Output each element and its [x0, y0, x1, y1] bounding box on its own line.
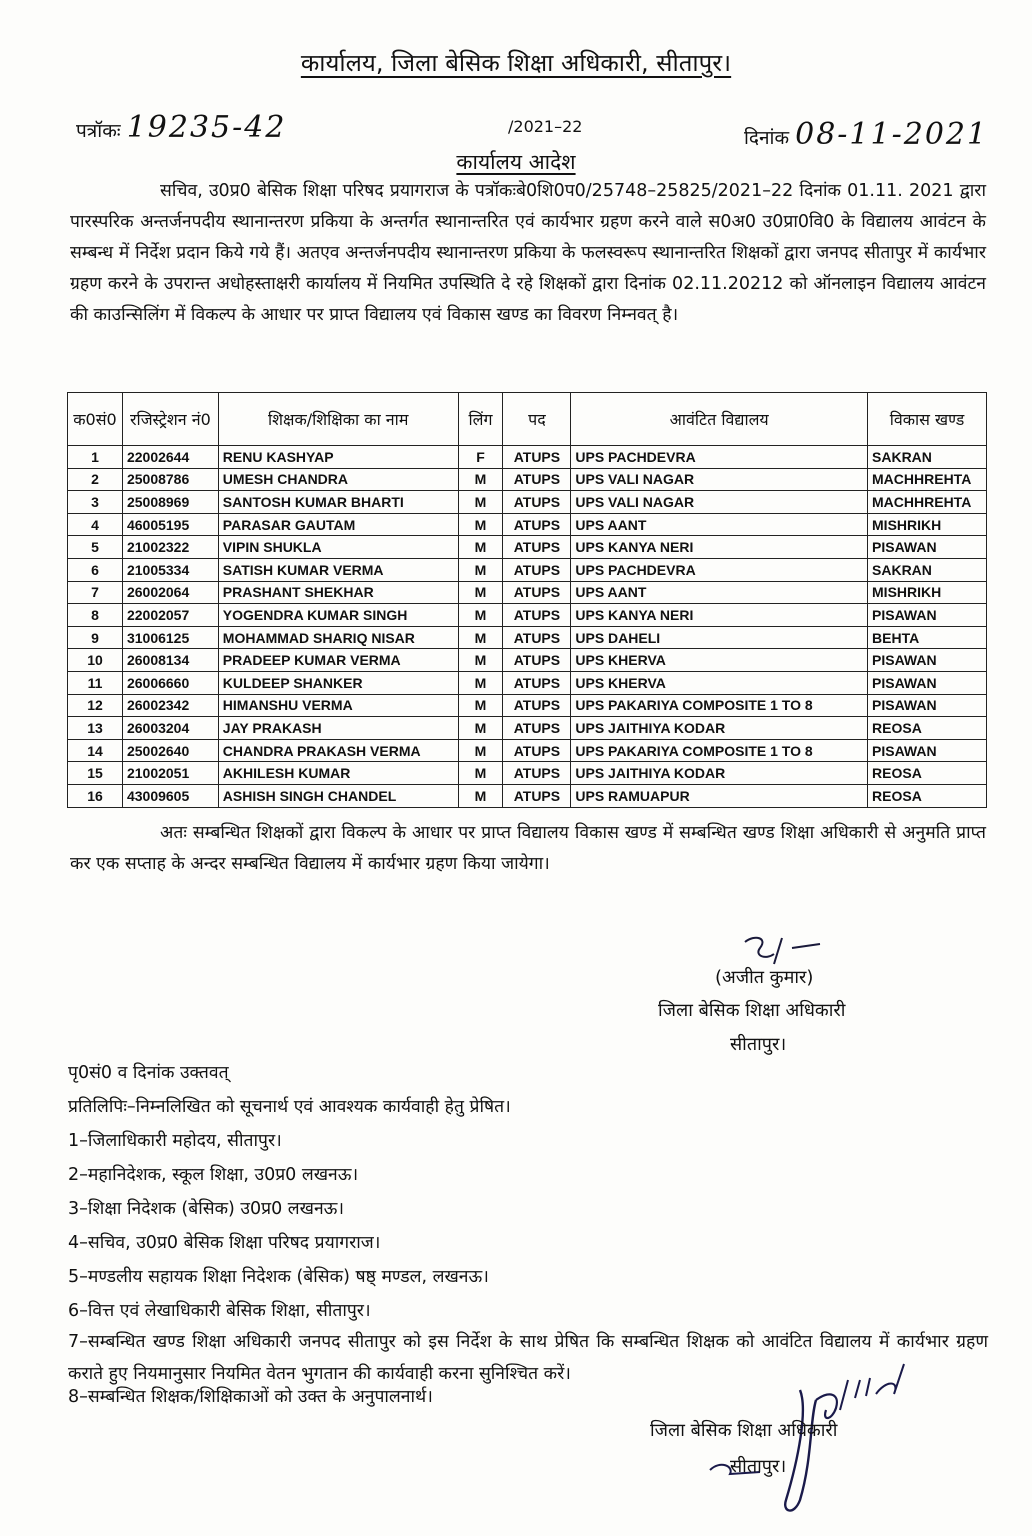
table-row: [68, 491, 987, 514]
cell-teacher-name: UMESH CHANDRA: [218, 468, 458, 491]
cell-teacher-name: JAY PRAKASH: [218, 717, 458, 740]
cell-teacher-name: AKHILESH KUMAR: [218, 762, 458, 785]
cell-registration: 22002644: [122, 446, 218, 469]
cell-teacher-name: HIMANSHU VERMA: [218, 694, 458, 717]
cell-post: ATUPS: [503, 513, 571, 536]
header-school: आवंटित विद्यालय: [571, 393, 868, 446]
table-row: [68, 671, 987, 694]
cell-block: REOSA: [868, 762, 987, 785]
cell-post: ATUPS: [503, 558, 571, 581]
cell-teacher-name: ASHISH SINGH CHANDEL: [218, 784, 458, 807]
cell-serial: 1: [68, 446, 123, 469]
cell-school: UPS KHERVA: [571, 649, 868, 672]
copy-item: 1–जिलाधिकारी महोदय, सीतापुर।: [68, 1131, 282, 1151]
copy-item-8: 8–सम्बन्धित शिक्षक/शिक्षिकाओं को उक्त के अनुपालनार्थ।: [68, 1387, 433, 1407]
cell-registration: 21002051: [122, 762, 218, 785]
cell-serial: 13: [68, 717, 123, 740]
signature-mark: [700, 930, 840, 970]
cell-gender: M: [458, 626, 503, 649]
cell-teacher-name: MOHAMMAD SHARIQ NISAR: [218, 626, 458, 649]
header-block: विकास खण्ड: [868, 393, 987, 446]
closing-paragraph: अतः सम्बन्धित शिक्षकों द्वारा विकल्प के आधार पर प्राप्त विद्यालय विकास खण्ड में सम्बन्धित खण्ड शिक्षा अधिकारी से अनुमति प्राप्त कर एक सप्ताह के अन्दर सम्बन्धित विद्यालय में कार्यभार ग्रहण किया जायेगा।: [70, 823, 986, 874]
cell-post: ATUPS: [503, 671, 571, 694]
table-row: [68, 581, 987, 604]
cell-school: UPS RAMUAPUR: [571, 784, 868, 807]
cell-serial: 2: [68, 468, 123, 491]
cell-teacher-name: PARASAR GAUTAM: [218, 513, 458, 536]
table-row: [68, 739, 987, 762]
cell-block: SAKRAN: [868, 558, 987, 581]
header-teacher-name: शिक्षक/शिक्षिका का नाम: [218, 393, 458, 446]
cell-gender: M: [458, 604, 503, 627]
cell-serial: 3: [68, 491, 123, 514]
cell-gender: M: [458, 784, 503, 807]
cell-post: ATUPS: [503, 739, 571, 762]
letter-date: दिनांक 08-11-2021: [744, 117, 989, 152]
cell-gender: M: [458, 694, 503, 717]
cell-post: ATUPS: [503, 784, 571, 807]
cell-school: UPS PACHDEVRA: [571, 446, 868, 469]
cell-registration: 31006125: [122, 626, 218, 649]
copy-list: [68, 1056, 511, 1328]
cell-block: MACHHREHTA: [868, 468, 987, 491]
cell-registration: 21005334: [122, 558, 218, 581]
copy-reference: पृ0सं0 व दिनांक उक्तवत्: [68, 1063, 229, 1083]
header-post: पद: [503, 393, 571, 446]
copy-intro: प्रतिलिपिः–निम्नलिखित को सूचनार्थ एवं आवश्यक कार्यवाही हेतु प्रेषित।: [68, 1097, 511, 1117]
cell-post: ATUPS: [503, 536, 571, 559]
cell-gender: F: [458, 446, 503, 469]
cell-gender: M: [458, 513, 503, 536]
cell-gender: M: [458, 739, 503, 762]
cell-teacher-name: SATISH KUMAR VERMA: [218, 558, 458, 581]
cell-gender: M: [458, 671, 503, 694]
table-row: [68, 513, 987, 536]
cell-school: UPS DAHELI: [571, 626, 868, 649]
copy-item: 3–शिक्षा निदेशक (बेसिक) उ0प्र0 लखनऊ।: [68, 1199, 345, 1219]
cell-serial: 12: [68, 694, 123, 717]
cell-school: UPS JAITHIYA KODAR: [571, 762, 868, 785]
cell-block: BEHTA: [868, 626, 987, 649]
signatory-city: सीतापुर।: [730, 1034, 787, 1055]
cell-block: MISHRIKH: [868, 513, 987, 536]
table-row: [68, 717, 987, 740]
table-row: [68, 468, 987, 491]
cell-block: MACHHREHTA: [868, 491, 987, 514]
cell-post: ATUPS: [503, 468, 571, 491]
cell-serial: 7: [68, 581, 123, 604]
copy-item-7: 7–सम्बन्धित खण्ड शिक्षा अधिकारी जनपद सीतापुर को इस निर्देश के साथ प्रेषित कि सम्बन्धित शिक्षक को आवंटित विद्यालय में कार्यभार ग्रहण कराते हुए नियमानुसार नियमित वेतन भुगतान की कार्यवाही करना सुनिश्चित करें।: [68, 1332, 988, 1384]
cell-block: PISAWAN: [868, 536, 987, 559]
cell-school: UPS KANYA NERI: [571, 604, 868, 627]
cell-post: ATUPS: [503, 446, 571, 469]
cell-post: ATUPS: [503, 604, 571, 627]
signatory-designation: जिला बेसिक शिक्षा अधिकारी: [658, 1000, 846, 1021]
cell-registration: 25002640: [122, 739, 218, 762]
table-header-row: [68, 393, 987, 446]
session-year: /2021–22: [508, 117, 583, 136]
cell-block: PISAWAN: [868, 649, 987, 672]
cell-block: PISAWAN: [868, 739, 987, 762]
cell-gender: M: [458, 581, 503, 604]
handwritten-date: 08-11-2021: [795, 117, 989, 152]
header-gender: लिंग: [458, 393, 503, 446]
copy-item: 5–मण्डलीय सहायक शिक्षा निदेशक (बेसिक) षष्ठ् मण्डल, लखनऊ।: [68, 1267, 489, 1287]
cell-registration: 43009605: [122, 784, 218, 807]
cell-post: ATUPS: [503, 649, 571, 672]
cell-teacher-name: RENU KASHYAP: [218, 446, 458, 469]
cell-serial: 10: [68, 649, 123, 672]
cell-registration: 22002057: [122, 604, 218, 627]
cell-school: UPS PAKARIYA COMPOSITE 1 TO 8: [571, 739, 868, 762]
handwritten-letter-number: 19235-42: [126, 110, 287, 145]
cell-post: ATUPS: [503, 717, 571, 740]
table-row: [68, 536, 987, 559]
footer-city: सीतापुर।: [730, 1456, 787, 1477]
cell-gender: M: [458, 717, 503, 740]
cell-teacher-name: PRASHANT SHEKHAR: [218, 581, 458, 604]
header-serial: क0सं0: [68, 393, 123, 446]
cell-block: SAKRAN: [868, 446, 987, 469]
cell-school: UPS KANYA NERI: [571, 536, 868, 559]
copy-item: 6–वित्त एवं लेखाधिकारी बेसिक शिक्षा, सीतापुर।: [68, 1301, 371, 1321]
cell-block: PISAWAN: [868, 671, 987, 694]
cell-school: UPS VALI NAGAR: [571, 468, 868, 491]
letter-number: पत्रॉकः 19235-42: [76, 110, 287, 145]
cell-teacher-name: PRADEEP KUMAR VERMA: [218, 649, 458, 672]
office-heading: कार्यालय, जिला बेसिक शिक्षा अधिकारी, सीतापुर।: [300, 49, 732, 77]
allocation-table: [67, 392, 987, 808]
table-row: [68, 626, 987, 649]
cell-serial: 8: [68, 604, 123, 627]
cell-serial: 14: [68, 739, 123, 762]
cell-serial: 6: [68, 558, 123, 581]
cell-teacher-name: KULDEEP SHANKER: [218, 671, 458, 694]
cell-gender: M: [458, 558, 503, 581]
cell-registration: 26002064: [122, 581, 218, 604]
cell-gender: M: [458, 536, 503, 559]
footer-designation: जिला बेसिक शिक्षा अधिकारी: [650, 1420, 838, 1441]
table-row: [68, 762, 987, 785]
table-row: [68, 558, 987, 581]
cell-teacher-name: CHANDRA PRAKASH VERMA: [218, 739, 458, 762]
order-title: कार्यालय आदेश: [456, 150, 576, 174]
cell-registration: 46005195: [122, 513, 218, 536]
table-row: [68, 649, 987, 672]
table-row: [68, 604, 987, 627]
cell-teacher-name: YOGENDRA KUMAR SINGH: [218, 604, 458, 627]
intro-paragraph: सचिव, उ0प्र0 बेसिक शिक्षा परिषद प्रयागराज के पत्रॉकःबे0शि0प0/25748–25825/2021–22 दिनांक 01.11. 2021 द्वारा पारस्परिक अन्तर्जनपदीय स्थानान्तरण प्रकिया के अन्तर्गत स्थानान्तरित एवं कार्यभार ग्रहण करने वाले स0अ0 उ0प्रा0वि0 के विद्यालय आवंटन के सम्बन्ध में निर्देश प्रदान किये गये हैं। अतएव अन्तर्जनपदीय स्थानान्तरण प्रकिया के फलस्वरूप स्थानान्तरित शिक्षकों द्वारा जनपद सीतापुर में कार्यभार ग्रहण करने के उपरान्त अधोहस्ताक्षरी कार्यालय में नियमित उपस्थिति दे रहे शिक्षकों द्वारा दिनांक 02.11.20212 को ऑनलाइन विद्यालय आवंटन की काउन्सिलिंग में विकल्प के आधार पर प्राप्त विद्यालय एवं विकास खण्ड का विवरण निम्नवत् है।: [70, 181, 986, 325]
cell-school: UPS AANT: [571, 513, 868, 536]
cell-post: ATUPS: [503, 694, 571, 717]
cell-block: MISHRIKH: [868, 581, 987, 604]
cell-serial: 16: [68, 784, 123, 807]
copy-item: 4–सचिव, उ0प्र0 बेसिक शिक्षा परिषद प्रयागराज।: [68, 1233, 381, 1253]
cell-post: ATUPS: [503, 762, 571, 785]
cell-post: ATUPS: [503, 491, 571, 514]
cell-block: PISAWAN: [868, 694, 987, 717]
cell-registration: 26002342: [122, 694, 218, 717]
cell-block: REOSA: [868, 784, 987, 807]
cell-serial: 4: [68, 513, 123, 536]
cell-block: PISAWAN: [868, 604, 987, 627]
cell-registration: 26006660: [122, 671, 218, 694]
cell-serial: 11: [68, 671, 123, 694]
cell-gender: M: [458, 468, 503, 491]
cell-registration: 26008134: [122, 649, 218, 672]
cell-school: UPS KHERVA: [571, 671, 868, 694]
cell-gender: M: [458, 649, 503, 672]
cell-serial: 9: [68, 626, 123, 649]
cell-school: UPS AANT: [571, 581, 868, 604]
cell-registration: 21002322: [122, 536, 218, 559]
table-row: [68, 784, 987, 807]
cell-post: ATUPS: [503, 626, 571, 649]
cell-gender: M: [458, 491, 503, 514]
cell-school: UPS PACHDEVRA: [571, 558, 868, 581]
signatory-name: (अजीत कुमार): [715, 967, 814, 988]
table-row: [68, 694, 987, 717]
cell-block: REOSA: [868, 717, 987, 740]
cell-teacher-name: SANTOSH KUMAR BHARTI: [218, 491, 458, 514]
cell-school: UPS VALI NAGAR: [571, 491, 868, 514]
cell-serial: 15: [68, 762, 123, 785]
copy-item: 2–महानिदेशक, स्कूल शिक्षा, उ0प्र0 लखनऊ।: [68, 1165, 359, 1185]
cell-teacher-name: VIPIN SHUKLA: [218, 536, 458, 559]
header-registration: रजिस्ट्रेशन नं0: [122, 393, 218, 446]
cell-registration: 25008786: [122, 468, 218, 491]
cell-registration: 26003204: [122, 717, 218, 740]
cell-school: UPS PAKARIYA COMPOSITE 1 TO 8: [571, 694, 868, 717]
table-row: [68, 446, 987, 469]
cell-post: ATUPS: [503, 581, 571, 604]
cell-registration: 25008969: [122, 491, 218, 514]
cell-school: UPS JAITHIYA KODAR: [571, 717, 868, 740]
cell-gender: M: [458, 762, 503, 785]
cell-serial: 5: [68, 536, 123, 559]
